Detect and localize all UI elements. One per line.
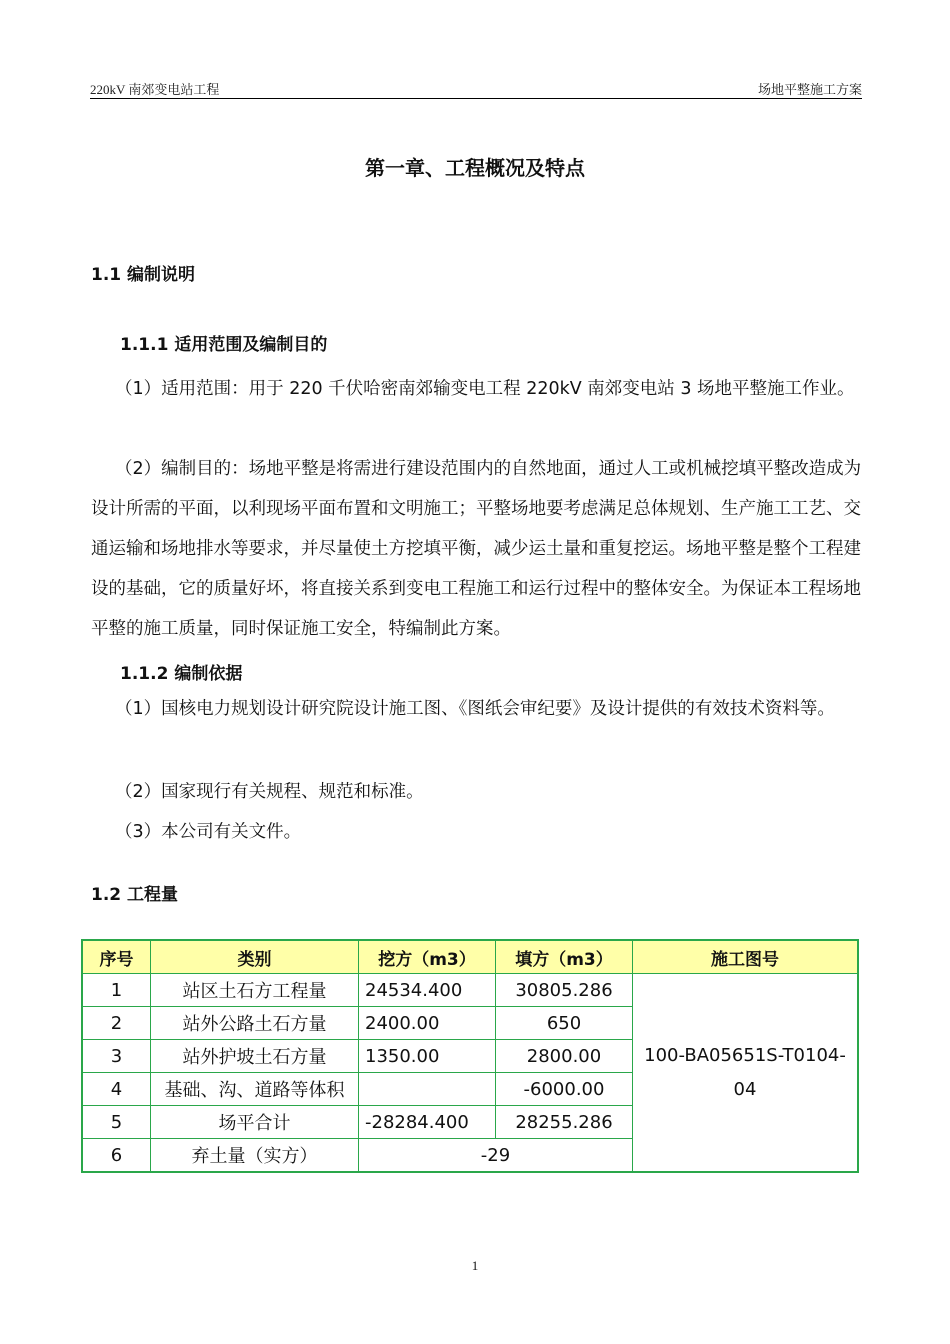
cell-no: 2 — [82, 1007, 151, 1040]
cell-drawing-no: 100-BA05651S-T0104-04 — [633, 974, 859, 1173]
section-heading-1-1: 1.1 编制说明 — [91, 265, 196, 285]
cell-no: 3 — [82, 1040, 151, 1073]
cell-cut: 1350.00 — [359, 1040, 496, 1073]
cell-category: 场平合计 — [151, 1106, 359, 1139]
page-header — [90, 78, 862, 99]
paragraph-purpose: （2）编制目的：场地平整是将需进行建设范围内的自然地面，通过人工或机械挖填平整改造成为设计所需的平面，以利现场平面布置和文明施工；平整场地要考虑满足总体规划、生产施工工艺、交通运输和场地排水等要求，并尽量使土方挖填平衡，减少运土量和重复挖运。场地平整是整个工程建设的基础，它的质量好坏，将直接关系到变电工程施工和运行过程中的整体安全。为保证本工程场地平整的施工质量，同时保证施工安全，特编制此方案。 — [91, 459, 862, 639]
cell-cut: -28284.400 — [359, 1106, 496, 1139]
header-drawing: 施工图号 — [633, 940, 859, 974]
cell-category: 站区土石方工程量 — [151, 974, 359, 1007]
page-number: 1 — [471, 1258, 479, 1273]
cell-no: 5 — [82, 1106, 151, 1139]
cell-category: 弃土量（实方） — [151, 1139, 359, 1173]
cell-spoil-merged: -29 — [359, 1139, 633, 1173]
cell-no: 6 — [82, 1139, 151, 1173]
header-doc-title: 场地平整施工方案 — [757, 82, 862, 97]
cell-cut: 24534.400 — [359, 974, 496, 1007]
cell-category: 站外护坡土石方量 — [151, 1040, 359, 1073]
section-heading-1-1-2: 1.1.2 编制依据 — [120, 664, 243, 684]
basis-item-1: （1）国核电力规划设计研究院设计施工图、《图纸会审纪要》及设计提供的有效技术资料等。 — [115, 699, 835, 719]
section-heading-1-1-1: 1.1.1 适用范围及编制目的 — [120, 335, 328, 355]
header-project-name: 220kV 南郊变电站工程 — [90, 82, 220, 97]
cell-fill: 28255.286 — [496, 1106, 633, 1139]
basis-item-3: （3）本公司有关文件。 — [115, 822, 302, 842]
basis-item-2: （2）国家现行有关规程、规范和标准。 — [115, 782, 424, 802]
cell-category: 基础、沟、道路等体积 — [151, 1073, 359, 1106]
cell-fill: -6000.00 — [496, 1073, 633, 1106]
cell-no: 4 — [82, 1073, 151, 1106]
header-category: 类别 — [151, 940, 359, 974]
cell-cut — [359, 1073, 496, 1106]
quantity-table — [81, 939, 859, 1173]
cell-cut: 2400.00 — [359, 1007, 496, 1040]
chapter-title: 第一章、工程概况及特点 — [365, 156, 585, 180]
cell-fill: 2800.00 — [496, 1040, 633, 1073]
table-header-row — [82, 940, 858, 974]
header-fill: 填方（m3） — [496, 940, 633, 974]
section-heading-1-2: 1.2 工程量 — [91, 885, 179, 905]
header-cut: 挖方（m3） — [359, 940, 496, 974]
cell-no: 1 — [82, 974, 151, 1007]
cell-category: 站外公路土石方量 — [151, 1007, 359, 1040]
table-row — [82, 974, 858, 1007]
cell-fill: 30805.286 — [496, 974, 633, 1007]
cell-fill: 650 — [496, 1007, 633, 1040]
header-no: 序号 — [82, 940, 151, 974]
paragraph-scope: （1）适用范围：用于 220 千伏哈密南郊输变电工程 220kV 南郊变电站 3 场地平整施工作业。 — [115, 379, 855, 399]
